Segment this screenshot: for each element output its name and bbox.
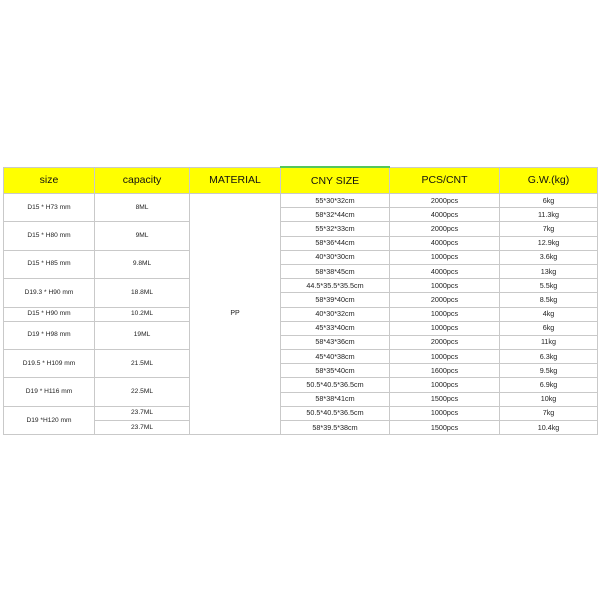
cny-size-cell: 58*39*40cm <box>281 293 390 307</box>
pcs-cell: 4000pcs <box>390 236 500 250</box>
cny-size-cell: 55*32*33cm <box>281 222 390 236</box>
pcs-cell: 1500pcs <box>390 421 500 435</box>
table-row <box>4 378 598 392</box>
table-row <box>4 321 598 335</box>
cny-size-cell: 58*35*40cm <box>281 364 390 378</box>
table-row <box>4 222 598 236</box>
cny-size-cell: 58*43*36cm <box>281 335 390 349</box>
cny-size-cell: 40*30*32cm <box>281 307 390 321</box>
pcs-cell: 1000pcs <box>390 378 500 392</box>
cny-size-cell: 44.5*35.5*35.5cm <box>281 279 390 293</box>
pcs-cell: 4000pcs <box>390 264 500 278</box>
header-material: MATERIAL <box>190 167 281 194</box>
size-cell: D19 *H120 mm <box>4 406 95 434</box>
gw-cell: 3.6kg <box>500 250 598 264</box>
capacity-cell: 10.2ML <box>95 307 190 321</box>
pcs-cell: 1000pcs <box>390 406 500 420</box>
table-row <box>4 194 598 208</box>
gw-cell: 6.3kg <box>500 350 598 364</box>
gw-cell: 6kg <box>500 321 598 335</box>
cny-size-cell: 50.5*40.5*36.5cm <box>281 406 390 420</box>
cny-size-cell: 50.5*40.5*36.5cm <box>281 378 390 392</box>
pcs-cell: 1600pcs <box>390 364 500 378</box>
capacity-cell: 9ML <box>95 222 190 250</box>
size-cell: D15 * H85 mm <box>4 250 95 278</box>
capacity-cell: 9.8ML <box>95 250 190 278</box>
pcs-cell: 2000pcs <box>390 194 500 208</box>
gw-cell: 7kg <box>500 222 598 236</box>
gw-cell: 7kg <box>500 406 598 420</box>
gw-cell: 8.5kg <box>500 293 598 307</box>
table-row <box>4 307 598 321</box>
pcs-cell: 1500pcs <box>390 392 500 406</box>
gw-cell: 4kg <box>500 307 598 321</box>
cny-size-cell: 58*36*44cm <box>281 236 390 250</box>
pcs-cell: 2000pcs <box>390 222 500 236</box>
pcs-cell: 1000pcs <box>390 321 500 335</box>
cny-size-cell: 45*40*38cm <box>281 350 390 364</box>
gw-cell: 11.3kg <box>500 208 598 222</box>
pcs-cell: 1000pcs <box>390 307 500 321</box>
header-pcs-cnt: PCS/CNT <box>390 167 500 194</box>
cny-size-cell: 45*33*40cm <box>281 321 390 335</box>
table-row <box>4 406 598 420</box>
pcs-cell: 2000pcs <box>390 335 500 349</box>
capacity-cell: 18.8ML <box>95 279 190 307</box>
cny-size-cell: 55*30*32cm <box>281 194 390 208</box>
size-cell: D15 * H80 mm <box>4 222 95 250</box>
cny-size-cell: 40*30*30cm <box>281 250 390 264</box>
capacity-cell: 23.7ML <box>95 406 190 420</box>
cny-size-cell: 58*38*41cm <box>281 392 390 406</box>
pcs-cell: 1000pcs <box>390 350 500 364</box>
table-row <box>4 250 598 264</box>
table-row <box>4 350 598 364</box>
gw-cell: 13kg <box>500 264 598 278</box>
capacity-cell: 21.5ML <box>95 350 190 378</box>
pcs-cell: 4000pcs <box>390 208 500 222</box>
spec-table <box>3 166 598 435</box>
pcs-cell: 1000pcs <box>390 250 500 264</box>
size-cell: D19.3 * H90 mm <box>4 279 95 307</box>
size-cell: D19 * H98 mm <box>4 321 95 349</box>
header-capacity: capacity <box>95 167 190 194</box>
capacity-cell: 8ML <box>95 194 190 222</box>
gw-cell: 10kg <box>500 392 598 406</box>
size-cell: D15 * H90 mm <box>4 307 95 321</box>
capacity-cell: 23.7ML <box>95 421 190 435</box>
header-size: size <box>4 167 95 194</box>
size-cell: D15 * H73 mm <box>4 194 95 222</box>
cny-size-cell: 58*39.5*38cm <box>281 421 390 435</box>
capacity-cell: 22.5ML <box>95 378 190 406</box>
size-cell: D19 * H116 mm <box>4 378 95 406</box>
gw-cell: 11kg <box>500 335 598 349</box>
table-row <box>4 279 598 293</box>
gw-cell: 10.4kg <box>500 421 598 435</box>
gw-cell: 12.9kg <box>500 236 598 250</box>
size-cell: D19.5 * H109 mm <box>4 350 95 378</box>
gw-cell: 6kg <box>500 194 598 208</box>
gw-cell: 9.5kg <box>500 364 598 378</box>
pcs-cell: 1000pcs <box>390 279 500 293</box>
pcs-cell: 2000pcs <box>390 293 500 307</box>
cny-size-cell: 58*38*45cm <box>281 264 390 278</box>
cny-size-cell: 58*32*44cm <box>281 208 390 222</box>
material-cell: PP <box>190 194 281 435</box>
header-cny-size: CNY SIZE <box>281 167 390 194</box>
header-row <box>4 167 598 194</box>
header-gw: G.W.(kg) <box>500 167 598 194</box>
capacity-cell: 19ML <box>95 321 190 349</box>
gw-cell: 6.9kg <box>500 378 598 392</box>
gw-cell: 5.5kg <box>500 279 598 293</box>
